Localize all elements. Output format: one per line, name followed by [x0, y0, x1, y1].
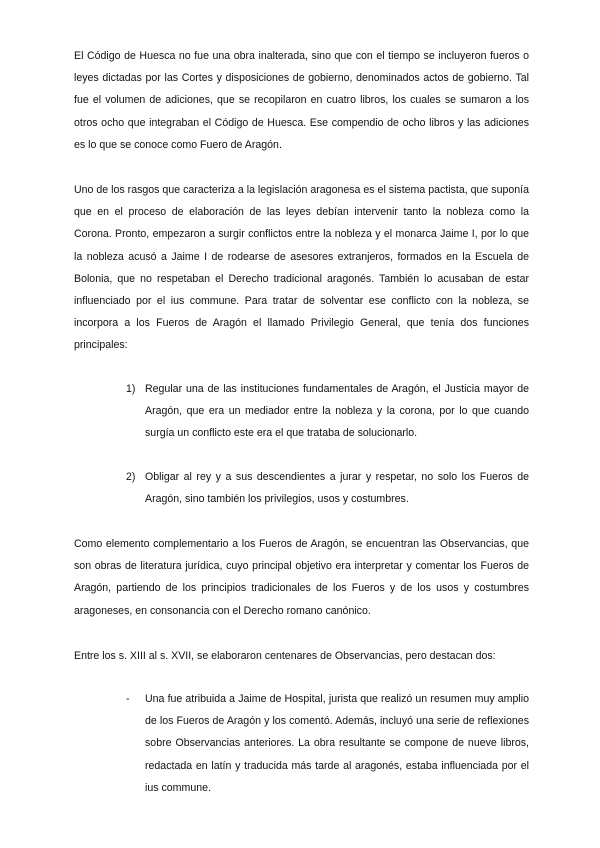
list-item-text: Obligar al rey y a sus descendientes a jurar y respetar, no solo los Fueros de Aragón, sino también los privilegios, usos y costumbres.	[145, 471, 529, 506]
numbered-list-item	[126, 466, 529, 510]
paragraph-centenares: Entre los s. XIII al s. XVII, se elaboraron centenares de Observancias, pero destacan dos:	[74, 650, 496, 662]
numbered-list-item	[126, 378, 529, 445]
list-number: 2)	[126, 471, 136, 483]
paragraph-observancias: Como elemento complementario a los Fueros de Aragón, se encuentran las Observancias, que son obras de literatura jurídica, cuyo principal objetivo era interpretar y comentar los Fueros de Aragón, partiendo de los principios tradicionales de los Fueros y de los usos y costumbres aragoneses, en consonancia con el Derecho romano canónico.	[74, 538, 529, 617]
bullet-list-item	[126, 688, 529, 799]
paragraph-sistema-pactista: Uno de los rasgos que caracteriza a la legislación aragonesa es el sistema pactista, que suponía que en el proceso de elaboración de las leyes debían intervenir tanto la nobleza como la Corona. Pronto, empezaron a surgir conflictos entre la nobleza y el monarca Jaime I, por lo que la nobleza acusó a Jaime I de rodearse de asesores extranjeros, formados en la Escuela de Bolonia, que no respetaban el Derecho tradicional aragonés. También lo acusaban de estar influenciado por el ius commune. Para tratar de solventar ese conflicto con la nobleza, se incorpora a los Fueros de Aragón el llamado Privilegio General, que tenía dos funciones principales:	[74, 184, 529, 352]
list-number: 1)	[126, 383, 136, 395]
list-item-text: Una fue atribuida a Jaime de Hospital, jurista que realizó un resumen muy amplio de los Fueros de Aragón y los comentó. Además, incluyó una serie de reflexiones sobre Observancias anteriores. La obra resultante se compone de nueve libros, redactada en latín y traducida más tarde al aragonés, estaba influenciada por el ius commune.	[145, 693, 529, 794]
paragraph-codigo-huesca: El Código de Huesca no fue una obra inalterada, sino que con el tiempo se incluyeron fueros o leyes dictadas por las Cortes y disposiciones de gobierno, denominados actos de gobierno. Tal fue el volumen de adiciones, que se recopilaron en cuatro libros, los cuales se sumaron a los otros ocho que integraban el Código de Huesca. Ese compendio de ocho libros y las adiciones es lo que se conoce como Fuero de Aragón.	[74, 50, 529, 151]
list-bullet: -	[126, 693, 130, 705]
list-item-text: Regular una de las instituciones fundamentales de Aragón, el Justicia mayor de Aragón, que era un mediador entre la nobleza y la corona, por lo que cuando surgía un conflicto este era el que trataba de solucionarlo.	[145, 383, 529, 440]
